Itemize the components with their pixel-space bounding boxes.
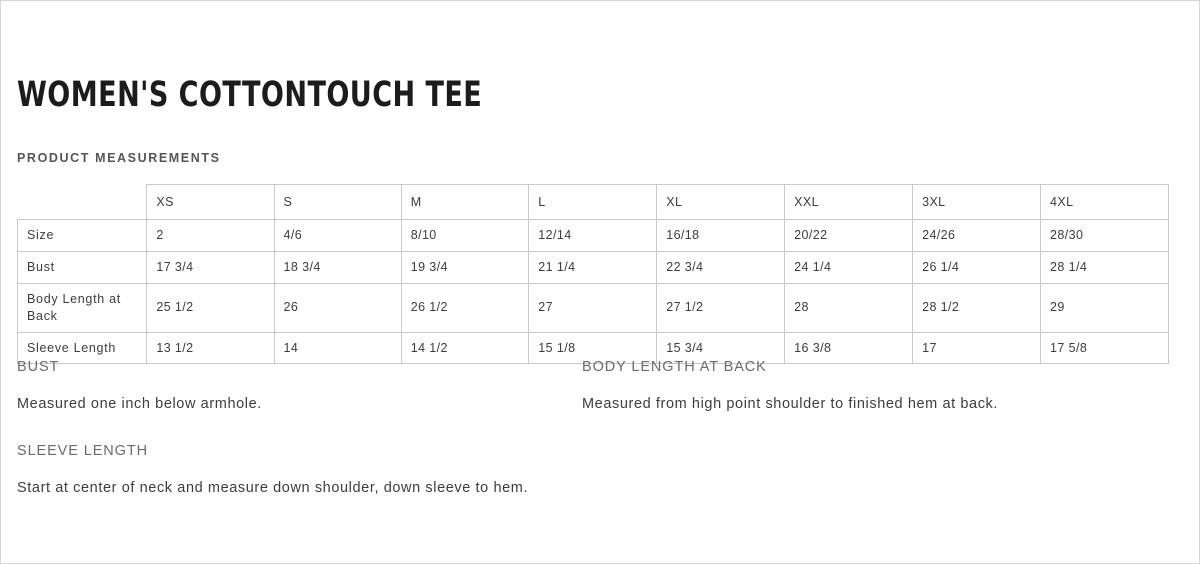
- note-bust: [17, 359, 547, 418]
- cell-size-m: 8/10: [401, 220, 529, 252]
- note-bust-title: BUST: [17, 359, 60, 375]
- cell-sleeve-length-xxl: 16 3/8: [785, 332, 913, 364]
- cell-body-length-xl: 27 1/2: [657, 283, 785, 332]
- cell-body-length-3xl: 28 1/2: [913, 283, 1041, 332]
- row-label-body-length-at-back: Body Length at Back: [18, 283, 147, 332]
- note-sleeve-length-text: Start at center of neck and measure down shoulder, down sleeve to hem.: [17, 480, 529, 496]
- note-body-length-title: BODY LENGTH AT BACK: [582, 359, 767, 375]
- cell-size-xl: 16/18: [657, 220, 785, 252]
- note-body-length-at-back: [582, 359, 1112, 418]
- measurements-table: [17, 184, 1169, 364]
- table-header-row: [18, 185, 1169, 220]
- column-header-l: L: [529, 185, 657, 220]
- note-sleeve-length-title: SLEEVE LENGTH: [17, 443, 148, 459]
- cell-sleeve-length-s: 14: [274, 332, 401, 364]
- cell-size-xxl: 20/22: [785, 220, 913, 252]
- cell-bust-xl: 22 3/4: [657, 251, 785, 283]
- cell-body-length-xs: 25 1/2: [147, 283, 274, 332]
- table-row: [18, 283, 1169, 332]
- note-bust-text: Measured one inch below armhole.: [17, 396, 262, 412]
- cell-body-length-4xl: 29: [1041, 283, 1169, 332]
- note-body-length-text: Measured from high point shoulder to finished hem at back.: [582, 396, 999, 412]
- column-header-3xl: 3XL: [913, 185, 1041, 220]
- table-row: [18, 220, 1169, 252]
- row-label-sleeve-length: Sleeve Length: [18, 332, 147, 364]
- note-sleeve-length: [17, 443, 547, 502]
- cell-bust-3xl: 26 1/4: [913, 251, 1041, 283]
- cell-sleeve-length-xs: 13 1/2: [147, 332, 274, 364]
- row-label-bust: Bust: [18, 251, 147, 283]
- table-corner-cell: [18, 185, 147, 220]
- cell-size-4xl: 28/30: [1041, 220, 1169, 252]
- cell-sleeve-length-l: 15 1/8: [529, 332, 657, 364]
- cell-sleeve-length-xl: 15 3/4: [657, 332, 785, 364]
- column-header-4xl: 4XL: [1041, 185, 1169, 220]
- cell-body-length-xxl: 28: [785, 283, 913, 332]
- cell-bust-m: 19 3/4: [401, 251, 529, 283]
- column-header-xxl: XXL: [785, 185, 913, 220]
- column-header-m: M: [401, 185, 529, 220]
- column-header-xl: XL: [657, 185, 785, 220]
- cell-sleeve-length-m: 14 1/2: [401, 332, 529, 364]
- cell-body-length-l: 27: [529, 283, 657, 332]
- cell-sleeve-length-3xl: 17: [913, 332, 1041, 364]
- cell-size-s: 4/6: [274, 220, 401, 252]
- column-header-xs: XS: [147, 185, 274, 220]
- cell-size-3xl: 24/26: [913, 220, 1041, 252]
- cell-size-l: 12/14: [529, 220, 657, 252]
- cell-bust-s: 18 3/4: [274, 251, 401, 283]
- cell-bust-xs: 17 3/4: [147, 251, 274, 283]
- column-header-s: S: [274, 185, 401, 220]
- cell-body-length-m: 26 1/2: [401, 283, 529, 332]
- cell-sleeve-length-4xl: 17 5/8: [1041, 332, 1169, 364]
- product-measurements-heading: PRODUCT MEASUREMENTS: [17, 151, 221, 165]
- cell-size-xs: 2: [147, 220, 274, 252]
- cell-bust-4xl: 28 1/4: [1041, 251, 1169, 283]
- page-title: WOMEN'S COTTONTOUCH TEE: [17, 75, 483, 116]
- table-row: [18, 251, 1169, 283]
- cell-body-length-s: 26: [274, 283, 401, 332]
- cell-bust-l: 21 1/4: [529, 251, 657, 283]
- cell-bust-xxl: 24 1/4: [785, 251, 913, 283]
- row-label-size: Size: [18, 220, 147, 252]
